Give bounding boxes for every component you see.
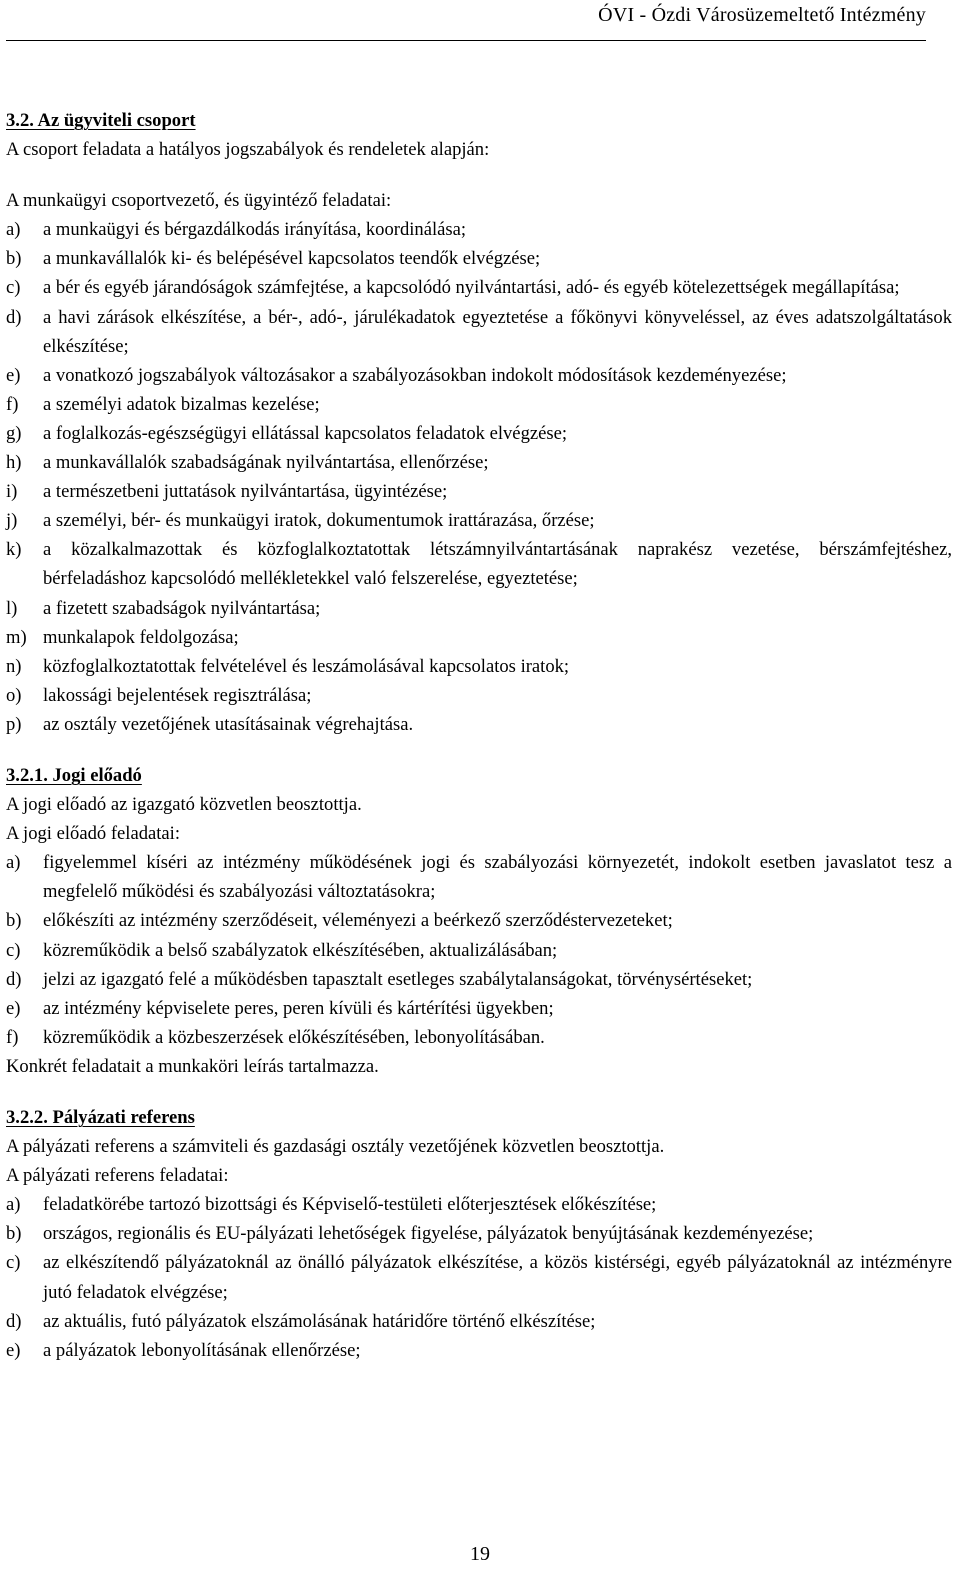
list-item [6,448,952,477]
section-intro: A pályázati referens a számviteli és gazdasági osztály vezetőjének közvetlen beosztottja. [6,1136,665,1158]
list-item-text: a munkaügyi és bérgazdálkodás irányítása, koordinálása; [43,219,467,241]
section-intro: A jogi előadó az igazgató közvetlen beosztottja. [6,794,362,816]
list-item-label: a) [6,852,21,874]
list-item-text: előkészíti az intézmény szerződéseit, véleményezi a beérkező szerződéstervezeteket; [43,910,673,932]
list-item [6,477,952,506]
list-item [6,710,952,739]
list-item-label: o) [6,684,22,706]
list-item-text: jelzi az igazgató felé a működésben tapasztalt esetleges szabálytalanságokat, törvénysértéseket; [43,968,753,990]
list-item-text: a személyi adatok bizalmas kezelése; [43,393,320,415]
list-item-text: az aktuális, futó pályázatok elszámolásának határidőre történő elkészítése; [43,1310,596,1332]
list-item-text: a munkavállalók ki- és belépésével kapcsolatos teendők elvégzése; [43,248,541,270]
list-item-label: b) [6,910,22,932]
list-item-text: közfoglalkoztatottak felvételével és leszámolásával kapcsolatos iratok; [43,655,570,677]
list-item-label: i) [6,481,18,503]
list-item-text: a havi zárások elkészítése, a bér-, adó-, járulékadatok egyeztetése a főkönyvi könyveléssel, az éves adatszolgáltatások elkészítése; [43,306,952,357]
section-jogi-eloado [6,761,952,1081]
list-item-label: d) [6,1310,22,1332]
list-item [6,1307,952,1336]
list-item [6,273,952,302]
list-item-label: k) [6,539,22,561]
list-item [6,848,952,906]
list-item-label: g) [6,422,22,444]
list-item-text: közreműködik a belső szabályzatok elkészítésében, aktualizálásában; [43,939,558,961]
list-item [6,361,952,390]
list-item [6,244,952,273]
list-item-label: d) [6,968,22,990]
list-item-label: c) [6,939,21,961]
list-item-label: e) [6,364,21,386]
list-item [6,936,952,965]
list-item-text: figyelemmel kíséri az intézmény működésének jogi és szabályozási környezetét, indokolt esetben javaslatot tesz a megfelelő működési és szabályozási változtatásokra; [43,852,952,903]
list-item-label: b) [6,248,22,270]
list-item [6,1190,952,1219]
list-item-text: közreműködik a közbeszerzések előkészítésében, lebonyolításában. [43,1026,545,1048]
list-item-text: a vonatkozó jogszabályok változásakor a szabályozásokban indokolt módosítások kezdeményezése; [43,364,787,386]
list-item [6,390,952,419]
list-item-text: feladatkörébe tartozó bizottsági és Képviselő-testületi előterjesztések előkészítése; [43,1194,657,1216]
list-item-label: b) [6,1223,22,1245]
list-item [6,906,952,935]
list-item-label: c) [6,277,21,299]
list-item-text: a bér és egyéb járandóságok számfejtése, a kapcsolódó nyilvántartási, adó- és egyéb kötelezettségek megállapítása; [43,277,900,299]
section-closing: Konkrét feladatait a munkaköri leírás tartalmazza. [6,1055,379,1077]
duties-list [6,215,952,739]
list-item [6,994,952,1023]
duties-title: A pályázati referens feladatai: [6,1165,229,1187]
list-item-label: j) [6,510,18,532]
list-item-label: a) [6,219,21,241]
list-item-text: a foglalkozás-egészségügyi ellátással kapcsolatos feladatok elvégzése; [43,422,568,444]
list-item [6,215,952,244]
list-item [6,594,952,623]
list-item-text: országos, regionális és EU-pályázati lehetőségek figyelése, pályázatok benyújtásának kezdeményezése; [43,1223,814,1245]
list-item-label: n) [6,655,22,677]
list-item-label: l) [6,597,18,619]
list-item-label: e) [6,997,21,1019]
list-item-text: a munkavállalók szabadságának nyilvántartása, ellenőrzése; [43,452,489,474]
list-item-label: p) [6,713,22,735]
section-heading: 3.2. Az ügyviteli csoport [6,110,196,131]
list-item-text: az elkészítendő pályázatoknál az önálló pályázatok elkészítése, a közös kistérségi, egyéb pályázatoknál az intézményre jutó feladatok elvégzése; [43,1252,952,1303]
list-item-label: d) [6,306,22,328]
list-item-text: lakossági bejelentések regisztrálása; [43,684,312,706]
list-item [6,965,952,994]
duties-list [6,1190,952,1365]
list-item [6,1219,952,1248]
section-heading: 3.2.1. Jogi előadó [6,764,142,786]
list-item [6,535,952,593]
list-item-text: az intézmény képviselete peres, peren kívüli és kártérítési ügyekben; [43,997,554,1019]
list-item-label: c) [6,1252,21,1274]
list-item-label: f) [6,393,19,415]
section-ugyviteli [6,106,952,739]
list-item-text: a személyi, bér- és munkaügyi iratok, dokumentumok irattárazása, őrzése; [43,510,595,532]
list-item-label: m) [6,626,27,648]
list-item [6,303,952,361]
list-item-label: e) [6,1339,21,1361]
list-item-label: h) [6,452,22,474]
list-item-label: f) [6,1026,19,1048]
list-item [6,1248,952,1306]
list-item-text: az osztály vezetőjének utasításainak végrehajtása. [43,713,414,735]
list-item-text: a fizetett szabadságok nyilvántartása; [43,597,321,619]
list-item [6,623,952,652]
list-item-label: a) [6,1194,21,1216]
section-intro: A csoport feladata a hatályos jogszabályok és rendeletek alapján: [6,139,490,161]
duties-title: A munkaügyi csoportvezető, és ügyintéző feladatai: [6,190,392,212]
running-header: ÓVI - Ózdi Városüzemeltető Intézmény [598,4,926,26]
document-body [6,106,952,1365]
list-item-text: a közalkalmazottak és közfoglalkoztatottak létszámnyilvántartásának naprakész vezetése, bérszámfejtéshez, bérfeladáshoz kapcsolódó mellékletekkel való felszerelése, egyeztetése; [43,539,952,590]
list-item [6,506,952,535]
section-palyazati-referens [6,1103,952,1365]
list-item [6,652,952,681]
list-item [6,1336,952,1365]
section-heading: 3.2.2. Pályázati referens [6,1107,195,1128]
list-item-text: a pályázatok lebonyolításának ellenőrzése; [43,1339,361,1361]
list-item-text: a természetbeni juttatások nyilvántartása, ügyintézése; [43,481,448,503]
list-item [6,1023,952,1052]
header-rule [6,40,926,41]
list-item [6,419,952,448]
list-item [6,681,952,710]
duties-title: A jogi előadó feladatai: [6,823,180,845]
page-number: 19 [470,1543,490,1565]
list-item-text: munkalapok feldolgozása; [43,626,239,648]
duties-list [6,848,952,1052]
